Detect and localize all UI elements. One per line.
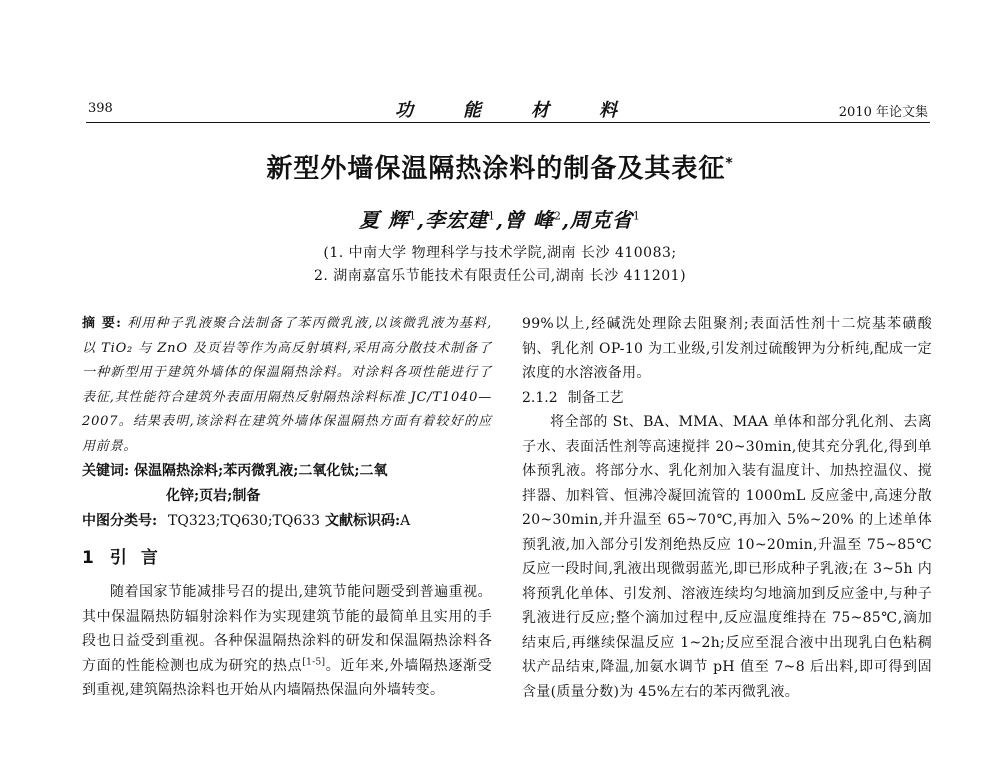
title-footnote-mark: * xyxy=(725,155,734,172)
intro-paragraph xyxy=(82,580,492,703)
keywords-line-2: 化锌;页岩;制备 xyxy=(166,487,261,504)
abstract-text: 利用种子乳液聚合法制备了苯丙微乳液,以该微乳液为基料,以 TiO₂ 与 ZnO 及页岩等作为高反射填料,采用高分散技术制备了一种新型用于建筑外墙体的保温隔热涂料。对涂料各项性能进行了表征,其性能符合建筑外表面用隔热反射隔热涂料标准 JC/T1040—2007。结果表明,该涂料在建筑外墙体保温隔热方面有着较好的应用前景。 xyxy=(82,316,492,454)
clc-value: TQ323;TQ630;TQ633 xyxy=(168,513,321,529)
author-affiliation-mark: 1 xyxy=(488,209,497,223)
author-affiliation-mark: 1 xyxy=(409,209,418,223)
left-column xyxy=(82,312,492,703)
keywords-line-1: 保温隔热涂料;苯丙微乳液;二氧化钛;二氧 xyxy=(134,463,388,479)
affiliation-2: 2. 湖南嘉富乐节能技术有限责任公司,湖南 长沙 411201) xyxy=(313,268,687,284)
right-column xyxy=(522,312,932,704)
abstract-label: 摘 要: xyxy=(82,316,122,331)
page-number: 398 xyxy=(88,101,113,116)
keywords-label: 关键词: xyxy=(82,463,130,479)
keywords xyxy=(82,459,492,508)
citation: [1-5] xyxy=(302,656,326,667)
author-affiliation-mark: 2 xyxy=(553,209,562,223)
author-name: 曾 峰 xyxy=(503,208,554,232)
paper-title-text: 新型外墙保温隔热涂料的制备及其表征 xyxy=(266,154,726,184)
subsection-heading xyxy=(522,386,932,411)
subsection-title: 制备工艺 xyxy=(567,389,624,406)
materials-paragraph: 99%以上,经碱洗处理除去阻聚剂;表面活性剂十二烷基苯磺酸钠、乳化剂 OP-10 为工业级,引发剂过硫酸钾为分析纯,配成一定浓度的水溶液备用。 xyxy=(522,316,932,381)
author-list: 夏 辉$^1$,李宏建$^1$,曾 峰$^2$,周克省$^1$ xyxy=(359,208,641,232)
intro-text-a: 随着国家节能减排号召的提出,建筑节能问题受到普遍重视。其中保温隔热防辐射涂料作为实现建筑节能的最简单且实用的手段也日益受到重视。各种保温隔热涂料的研发和保温隔热涂料各方面的性能检测也成为研究的热点 xyxy=(82,584,492,674)
author-name: 李宏建 xyxy=(425,208,489,232)
intro-text-b: 。近年来,外墙隔热逐渐受到重视,建筑隔热涂料也开始从内墙隔热保温向外墙转变。 xyxy=(82,657,492,698)
subsection-number: 2.1.2 xyxy=(522,389,558,406)
author-name: 夏 辉 xyxy=(359,208,410,232)
abstract xyxy=(82,312,492,459)
doc-code-value: A xyxy=(400,513,411,529)
affiliation-1: (1. 中南大学 物理科学与技术学院,湖南 长沙 410083; xyxy=(323,245,677,261)
paper-title xyxy=(0,148,1000,185)
section-number: 1 xyxy=(82,547,94,568)
clc-label: 中图分类号: xyxy=(82,513,158,529)
section-heading xyxy=(82,546,492,571)
section-title: 引言 xyxy=(109,547,172,568)
journal-name: 功能材料 xyxy=(395,100,667,121)
process-paragraph: 将全部的 St、BA、MMA、MAA 单体和部分乳化剂、去离子水、表面活性剂等高速搅拌 20~30min,使其充分乳化,得到单体预乳液。将部分水、乳化剂加入装有温度计、加热控温仪、搅拌器、加料管、恒沸冷凝回流管的 1000mL 反应釜中,高速分散 20~30min,并升温至 65~70℃,再加入 5%~20% 的上述单体预乳液,加入部分引发剂绝热反应 10~20min,升温至 75~85℃反应一段时间,乳液出现微弱蓝光,即已形成种子乳液;在 3~5h 内将预乳化单体、引发剂、溶液连续均匀地滴加到反应釜中,与种子乳液进行反应;整个滴加过程中,反应温度维持在 75~85℃,滴加结束后,再继续保温反应 1~2h;反应至混合液中出现乳白色粘稠状产品结束,降温,加氨水调节 pH 值至 7~8 后出料,即可得到固含量(质量分数)为 45%左右的苯丙微乳液。 xyxy=(522,414,932,700)
author-name: 周克省 xyxy=(569,208,633,232)
doc-code-label: 文献标识码: xyxy=(324,513,401,529)
classification xyxy=(82,509,492,534)
collection-label: 2010 年论文集 xyxy=(838,105,928,120)
author-affiliation-mark: 1 xyxy=(632,209,641,223)
header-rule xyxy=(86,122,930,123)
